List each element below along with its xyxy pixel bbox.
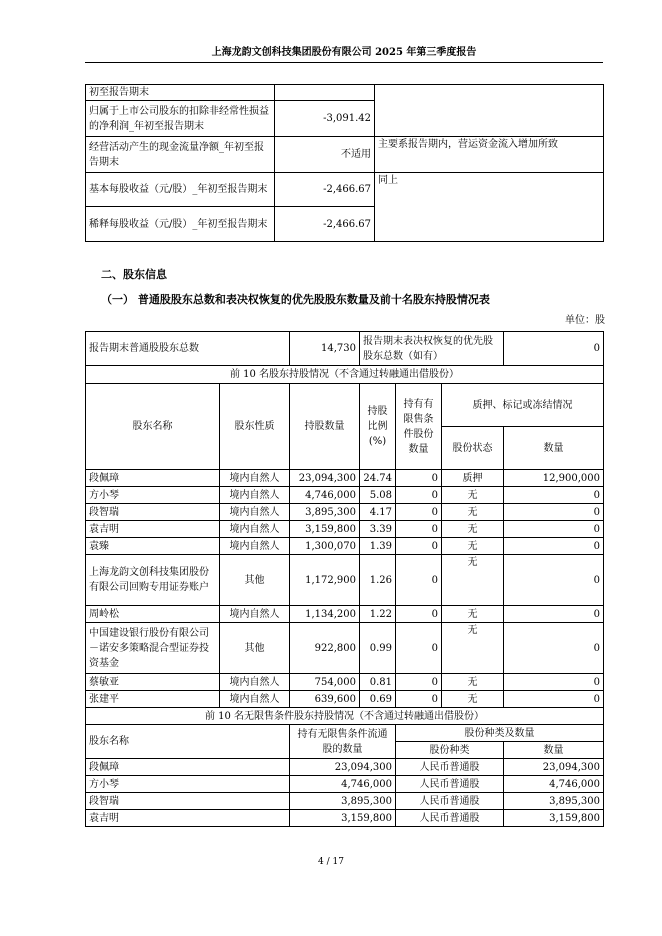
holder-restricted-cell: 0 [396, 674, 442, 691]
table-row [86, 85, 604, 101]
holder-restricted-cell: 0 [396, 691, 442, 708]
holder-status-cell: 无 [442, 538, 504, 555]
holder-ratio-cell: 1.22 [360, 606, 396, 623]
holder-qty-cell: 1,134,200 [290, 606, 360, 623]
value-cell: 不适用 [275, 137, 375, 173]
header-row [86, 384, 604, 427]
u-amount-cell: 3,895,300 [504, 793, 604, 810]
col-amount-header: 数量 [504, 427, 604, 470]
holder-status-cell: 无 [442, 691, 504, 708]
holder-name-cell: 段智瑞 [86, 504, 220, 521]
holder-amount-cell: 0 [504, 674, 604, 691]
holder-nature-cell: 境内自然人 [220, 487, 290, 504]
holder-ratio-cell: 0.69 [360, 691, 396, 708]
holder-ratio-cell: 0.99 [360, 623, 396, 674]
u-col-amount-header: 数量 [504, 742, 604, 759]
financial-indicators-table [85, 84, 604, 242]
item-cell: 基本每股收益（元/股）_年初至报告期末 [86, 173, 275, 207]
holder-qty-cell: 1,300,070 [290, 538, 360, 555]
col-ratio-header: 持股比例(%) [360, 384, 396, 470]
total-holders-label: 报告期末普通股股东总数 [86, 332, 290, 366]
u-kind-cell: 人民币普通股 [396, 810, 504, 827]
holder-nature-cell: 其他 [220, 623, 290, 674]
holder-nature-cell: 境内自然人 [220, 691, 290, 708]
table-row [86, 606, 604, 623]
table-row [86, 623, 604, 674]
u-amount-cell: 3,159,800 [504, 810, 604, 827]
table-row [86, 555, 604, 606]
holder-amount-cell: 0 [504, 521, 604, 538]
shareholders-table [85, 331, 604, 827]
u-name-cell: 方小琴 [86, 776, 290, 793]
holder-nature-cell: 境内自然人 [220, 504, 290, 521]
holder-amount-cell: 0 [504, 623, 604, 674]
holder-nature-cell: 境内自然人 [220, 674, 290, 691]
u-amount-cell: 23,094,300 [504, 759, 604, 776]
u-col-kind-header: 股份种类 [396, 742, 504, 759]
u-amount-cell: 4,746,000 [504, 776, 604, 793]
holder-qty-cell: 3,159,800 [290, 521, 360, 538]
pref-holders-value: 0 [504, 332, 604, 366]
holder-amount-cell: 0 [504, 606, 604, 623]
u-qty-cell: 4,746,000 [290, 776, 396, 793]
table-row [86, 674, 604, 691]
value-cell [275, 85, 375, 101]
holder-restricted-cell: 0 [396, 623, 442, 674]
holder-status-cell: 无 [442, 674, 504, 691]
holder-amount-cell: 0 [504, 504, 604, 521]
item-cell: 归属于上市公司股东的扣除非经常性损益的净利润_年初至报告期末 [86, 101, 275, 137]
holder-status-cell: 无 [442, 606, 504, 623]
table-row [86, 776, 604, 793]
holder-name-cell: 张建平 [86, 691, 220, 708]
holder-qty-cell: 754,000 [290, 674, 360, 691]
holder-name-cell: 袁吉明 [86, 521, 220, 538]
holder-ratio-cell: 1.26 [360, 555, 396, 606]
u-name-cell: 段智瑞 [86, 793, 290, 810]
pref-holders-label: 报告期末表决权恢复的优先股股东总数（如有） [360, 332, 504, 366]
holder-amount-cell: 0 [504, 538, 604, 555]
holder-name-cell: 上海龙韵文创科技集团股份有限公司回购专用证券账户 [86, 555, 220, 606]
holder-amount-cell: 0 [504, 555, 604, 606]
holder-nature-cell: 境内自然人 [220, 470, 290, 487]
col-status-header: 股份状态 [442, 427, 504, 470]
table-row [86, 793, 604, 810]
table-row [86, 521, 604, 538]
holder-qty-cell: 3,895,300 [290, 504, 360, 521]
holder-restricted-cell: 0 [396, 538, 442, 555]
item-cell: 初至报告期末 [86, 85, 275, 101]
u-kind-cell: 人民币普通股 [396, 776, 504, 793]
holder-ratio-cell: 1.39 [360, 538, 396, 555]
total-holders-row [86, 332, 604, 366]
reason-cell: 主要系报告期内，营运资金流入增加所致 [375, 137, 604, 173]
table-row [86, 487, 604, 504]
unrestricted-rows [86, 759, 604, 827]
holder-ratio-cell: 4.17 [360, 504, 396, 521]
unrestricted-header-row [86, 725, 604, 742]
section-subtitle: （一） 普通股股东总数和表决权恢复的优先股股东数量及前十名股东持股情况表 [101, 293, 490, 306]
holder-qty-cell: 4,746,000 [290, 487, 360, 504]
top10-title: 前 10 名股东持股情况（不含通过转融通出借股份） [86, 366, 604, 384]
u-qty-cell: 3,159,800 [290, 810, 396, 827]
section-title: 二、股东信息 [101, 268, 167, 281]
holder-restricted-cell: 0 [396, 470, 442, 487]
table-row [86, 504, 604, 521]
table-row [86, 538, 604, 555]
holder-qty-cell: 922,800 [290, 623, 360, 674]
holder-amount-cell: 0 [504, 691, 604, 708]
u-qty-cell: 3,895,300 [290, 793, 396, 810]
u-name-cell: 袁吉明 [86, 810, 290, 827]
u-name-cell: 段佩璋 [86, 759, 290, 776]
reason-cell: 同上 [375, 173, 604, 242]
holder-status-cell: 无 [442, 504, 504, 521]
col-restricted-header: 持有有限售条件股份数量 [396, 384, 442, 470]
holder-name-cell: 蔡敏亚 [86, 674, 220, 691]
u-col-qty-header: 持有无限售条件流通股的数量 [290, 725, 396, 759]
holder-name-cell: 段佩璋 [86, 470, 220, 487]
holder-qty-cell: 1,172,900 [290, 555, 360, 606]
holder-ratio-cell: 5.08 [360, 487, 396, 504]
holder-status-cell: 无 [442, 623, 504, 674]
table-row [86, 137, 604, 173]
u-col-kind-group-header: 股份种类及数量 [396, 725, 604, 742]
holder-name-cell: 方小琴 [86, 487, 220, 504]
col-nature-header: 股东性质 [220, 384, 290, 470]
item-cell: 经营活动产生的现金流量净额_年初至报告期末 [86, 137, 275, 173]
holder-restricted-cell: 0 [396, 487, 442, 504]
page-number: 4 / 17 [318, 857, 344, 867]
value-cell: -2,466.67 [275, 207, 375, 242]
u-kind-cell: 人民币普通股 [396, 759, 504, 776]
value-cell: -2,466.67 [275, 173, 375, 207]
unit-label: 单位：股 [565, 315, 605, 326]
table-row [86, 173, 604, 207]
u-qty-cell: 23,094,300 [290, 759, 396, 776]
table-row [86, 759, 604, 776]
item-cell: 稀释每股收益（元/股）_年初至报告期末 [86, 207, 275, 242]
holder-ratio-cell: 0.81 [360, 674, 396, 691]
top10-title-row [86, 366, 604, 384]
header-rule [85, 62, 603, 63]
holder-ratio-cell: 3.39 [360, 521, 396, 538]
holder-rows [86, 470, 604, 708]
u-kind-cell: 人民币普通股 [396, 793, 504, 810]
holder-status-cell: 无 [442, 487, 504, 504]
holder-nature-cell: 境内自然人 [220, 606, 290, 623]
report-header: 上海龙韵文创科技集团股份有限公司 2025 年第三季度报告 [211, 47, 477, 58]
holder-restricted-cell: 0 [396, 606, 442, 623]
holder-nature-cell: 其他 [220, 555, 290, 606]
total-holders-value: 14,730 [290, 332, 360, 366]
holder-amount-cell: 0 [504, 487, 604, 504]
holder-status-cell: 无 [442, 521, 504, 538]
holder-name-cell: 中国建设银行股份有限公司－诺安多策略混合型证券投资基金 [86, 623, 220, 674]
holder-qty-cell: 23,094,300 [290, 470, 360, 487]
col-pledge-header: 质押、标记或冻结情况 [442, 384, 604, 427]
holder-nature-cell: 境内自然人 [220, 538, 290, 555]
unrestricted-title-row [86, 708, 604, 725]
holder-ratio-cell: 24.74 [360, 470, 396, 487]
holder-qty-cell: 639,600 [290, 691, 360, 708]
holder-restricted-cell: 0 [396, 504, 442, 521]
u-col-name-header: 股东名称 [86, 725, 290, 759]
col-name-header: 股东名称 [86, 384, 220, 470]
holder-status-cell: 无 [442, 555, 504, 606]
holder-restricted-cell: 0 [396, 555, 442, 606]
holder-amount-cell: 12,900,000 [504, 470, 604, 487]
holder-nature-cell: 境内自然人 [220, 521, 290, 538]
holder-name-cell: 袁臻 [86, 538, 220, 555]
table-row [86, 810, 604, 827]
holder-status-cell: 质押 [442, 470, 504, 487]
table-row [86, 470, 604, 487]
reason-cell [375, 85, 604, 137]
col-qty-header: 持股数量 [290, 384, 360, 470]
value-cell: -3,091.42 [275, 101, 375, 137]
table-row [86, 691, 604, 708]
holder-restricted-cell: 0 [396, 521, 442, 538]
holder-name-cell: 周岭松 [86, 606, 220, 623]
unrestricted-title: 前 10 名无限售条件股东持股情况（不含通过转融通出借股份） [86, 708, 604, 725]
